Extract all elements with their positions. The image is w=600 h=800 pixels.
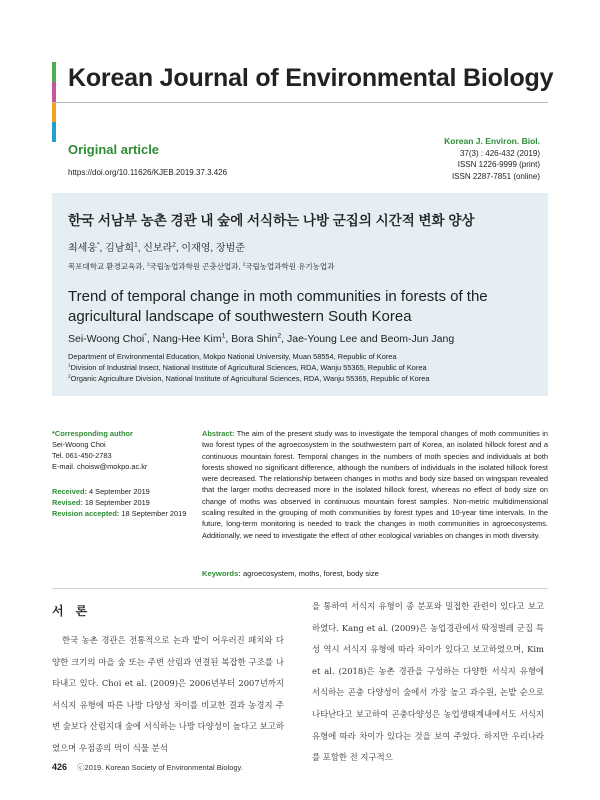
keywords (202, 569, 379, 578)
affiliation-line (68, 362, 429, 373)
revised-date (52, 497, 192, 508)
korean-authors (68, 239, 245, 254)
affiliation: Division of Industrial Insect, National Institute of Agricultural Sciences, RDA, Wanju 55365, Republic of Korea (70, 363, 427, 372)
affiliation-mark: 2 (242, 262, 246, 268)
author-name: , 김남희 (99, 243, 135, 254)
journal-rule (52, 102, 548, 103)
strip-magenta (52, 82, 56, 102)
strip-blue (52, 122, 56, 142)
keywords-label: Keywords: (202, 569, 241, 578)
english-affiliations (68, 351, 429, 384)
revised-value: 18 September 2019 (82, 498, 150, 507)
correspondence-sidebar (52, 428, 192, 519)
section-heading-introduction: 서론 (52, 604, 100, 618)
affiliation: 국립농업과학원 곤충산업과, (149, 262, 243, 271)
copyright: ⓒ2019. Korean Society of Environmental Biology. (77, 763, 243, 772)
author-mark: * (96, 241, 100, 249)
keywords-text: agroecosystem, moths, forest, body size (240, 569, 379, 578)
strip-orange (52, 102, 56, 122)
body-column-right: 을 통하여 서식지 유형이 종 분포와 밀접한 관련이 있다고 보고하였다. Kang et al. (2009)은 농업경관에서 딱정벌레 군집 특성 역시 서식지 유형에 따라 차이가 있다고 보고하였으며, Kim et al. (2018)은 농촌 경관을 구성하는 다양한 서식지 유형에 서식하는 곤충 다양성이 숲에서 가장 높고 과수원, 논밭 순으로 나타난다고 보고하여 곤충다양성은 농업생태계내에서도 서식지 유형에 따라 차이가 있다는 것을 보여 주었다. 하지만 우리나라를 포함한 전 지구적으 (312, 601, 544, 763)
affiliation: Organic Agriculture Division, National Institute of Agricultural Sciences, RDA, Wanju 55365, Republic of Korea (70, 374, 430, 383)
corresponding-author-email[interactable]: E-mail. choisw@mokpo.ac.kr (52, 462, 148, 471)
author-name: , 신보라 (137, 243, 173, 254)
doi-link[interactable]: https://doi.org/10.11626/KJEB.2019.37.3.426 (68, 168, 228, 177)
abstract (202, 428, 548, 541)
accepted-label: Revision accepted: (52, 509, 120, 518)
section-divider (52, 588, 548, 589)
english-authors (68, 333, 454, 345)
corresponding-author-name: Sei-Woong Choi (52, 440, 106, 449)
author-mark: 1 (221, 332, 226, 340)
article-type: Original article (68, 142, 160, 157)
title-panel (52, 193, 548, 396)
author-mark: * (144, 332, 147, 340)
author-mark: 2 (277, 332, 282, 340)
author-name: , 이재영, 장범준 (175, 243, 245, 254)
korean-title: 한국 서남부 농촌 경관 내 숲에 서식하는 나방 군집의 시간적 변화 양상 (68, 213, 475, 228)
author-name: 최세웅 (68, 243, 97, 254)
corresponding-author-label: *Corresponding author (52, 429, 133, 438)
body-column-left: 한국 농촌 경관은 전통적으로 논과 밭이 어우러진 패치와 다양한 크기의 마을 숲 또는 주변 산림과 연결된 복잡한 구조를 나타내고 있다. Choi et al. (2009)은 2006년부터 2007년까지 서식지 유형에 따른 나방 다양성 차이를 비교한 결과 농경지 주변 숲보다 산림지대 숲에 서식하는 나방 다양성이 높다고 보고하였으며 우점종의 먹이 식물 분석 (52, 635, 284, 753)
author-name: , Bora Shin (225, 333, 278, 345)
journal-volume: 37(3) : 426-432 (2019) (459, 148, 540, 158)
affiliation-line (68, 373, 429, 384)
revised-label: Revised: (52, 498, 83, 507)
accepted-value: 18 September 2019 (119, 509, 187, 518)
author-mark: 1 (134, 241, 138, 249)
abstract-text: The aim of the present study was to investigate the temporal changes of moth communities in two forest types of the agroecosystem in the southwestern part of Korea, an isolated hillock forest and a continuous mountain forest. Temporal changes in the numbers of moth species and individuals at both forests showed no significant difference, although the numbers of individuals in the isolated hillock forest were decreased. The relationship between changes in moths and body size based on wingspan revealed that the larger moths decreased more in the isolated hillock forest, whereas no effect of body size on change of moths was observed in continuous mountain forest samples. Non-metric multidimensional scaling resulted in the grouping of moth communities by forest types and 10-year time intervals. In the future, long-term monitoring is needed to track the changes in moth communities in agroecosystems. Additionally, we need to investigate the effect of other ecological variables on changes in moth diversity. (202, 429, 548, 540)
affiliation-line: Department of Environmental Education, Mokpo National University, Muan 58554, Republic of Korea (68, 352, 397, 361)
received-label: Received: (52, 487, 87, 496)
corresponding-author-tel: Tel. 061-450-2783 (52, 451, 112, 460)
abstract-label: Abstract: (202, 429, 235, 438)
korean-affiliations (68, 261, 334, 272)
received-value: 4 September 2019 (86, 487, 150, 496)
author-name: , Jae-Young Lee and Beom-Jun Jang (281, 333, 455, 345)
journal-title: Korean Journal of Environmental Biology (68, 64, 554, 92)
author-name: Sei-Woong Choi (68, 333, 145, 345)
issn-print: ISSN 1226-9999 (print) (457, 160, 540, 169)
article-dates (52, 486, 192, 519)
accepted-date (52, 508, 192, 519)
affiliation-mark: 1 (68, 363, 71, 369)
author-name: , Nang-Hee Kim (146, 333, 222, 345)
issn-online: ISSN 2287-7851 (online) (451, 171, 540, 181)
affiliation-mark: 2 (68, 374, 71, 380)
journal-meta (444, 136, 540, 182)
page-number: 426 (52, 762, 68, 772)
journal-abbr: Korean J. Environ. Biol. (444, 136, 540, 146)
affiliation: 국립농업과학원 유기농업과 (245, 262, 335, 271)
author-mark: 2 (172, 241, 176, 249)
received-date (52, 486, 192, 497)
english-title: Trend of temporal change in moth communities in forests of the agricultural landscape of southwestern South Korea (68, 288, 488, 325)
affiliation: 목포대학교 환경교육과, (68, 262, 147, 271)
strip-green (52, 62, 56, 82)
page-footer (52, 762, 243, 773)
affiliation-mark: 1 (146, 262, 150, 268)
